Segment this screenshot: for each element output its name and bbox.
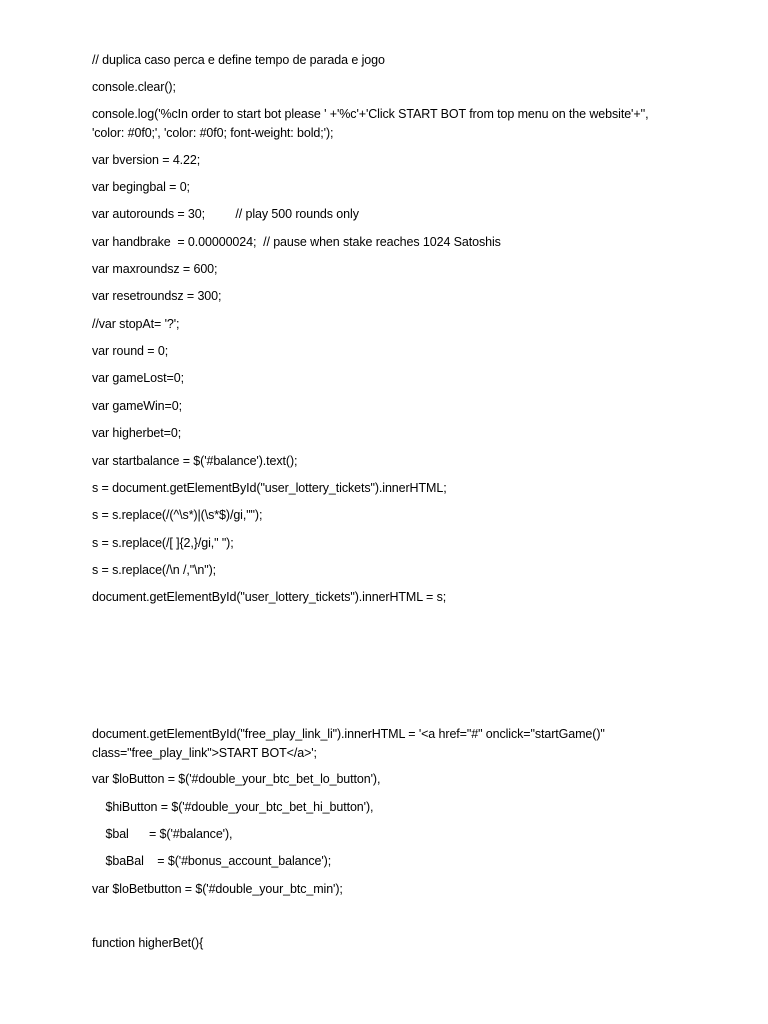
- code-line: s = document.getElementById("user_lottery_tickets").innerHTML;: [92, 481, 447, 495]
- code-line: var startbalance = $('#balance').text();: [92, 454, 298, 468]
- code-line: var begingbal = 0;: [92, 180, 190, 194]
- code-line: var round = 0;: [92, 344, 169, 358]
- code-line: function higherBet(){: [92, 936, 204, 950]
- code-line: s = s.replace(/\n /,"\n");: [92, 563, 217, 577]
- code-line: s = s.replace(/(^\s*)|(\s*$)/gi,"");: [92, 508, 263, 522]
- code-line: var resetroundsz = 300;: [92, 289, 222, 303]
- code-line: document.getElementById("user_lottery_tickets").innerHTML = s;: [92, 590, 447, 604]
- code-line: $hiButton = $('#double_your_btc_bet_hi_button'),: [92, 800, 374, 814]
- code-line: var maxroundsz = 600;: [92, 262, 218, 276]
- code-line: var $loBetbutton = $('#double_your_btc_min');: [92, 882, 343, 896]
- code-line: var bversion = 4.22;: [92, 153, 201, 167]
- code-line: var $loButton = $('#double_your_btc_bet_lo_button'),: [92, 772, 381, 786]
- code-line: //var stopAt= '?';: [92, 317, 180, 331]
- code-line: var autorounds = 30; // play 500 rounds only: [92, 207, 359, 221]
- code-line: s = s.replace(/[ ]{2,}/gi," ");: [92, 536, 234, 550]
- code-line: document.getElementById("free_play_link_li").innerHTML = '<a href="#" onclick="startGame()": [92, 727, 605, 741]
- code-line: $bal = $('#balance'),: [92, 827, 233, 841]
- code-line: // duplica caso perca e define tempo de parada e jogo: [92, 53, 385, 67]
- code-line: class="free_play_link">START BOT</a>';: [92, 746, 317, 760]
- code-line: var higherbet=0;: [92, 426, 182, 440]
- code-line: console.clear();: [92, 80, 176, 94]
- code-line: var gameWin=0;: [92, 399, 182, 413]
- code-line: var handbrake = 0.00000024; // pause when stake reaches 1024 Satoshis: [92, 235, 501, 249]
- code-line: console.log('%cIn order to start bot please ' +'%c'+'Click START BOT from top menu on the website'+'',: [92, 107, 649, 121]
- code-line: var gameLost=0;: [92, 371, 184, 385]
- code-line: $baBal = $('#bonus_account_balance');: [92, 854, 332, 868]
- code-line: 'color: #0f0;', 'color: #0f0; font-weight: bold;');: [92, 126, 334, 140]
